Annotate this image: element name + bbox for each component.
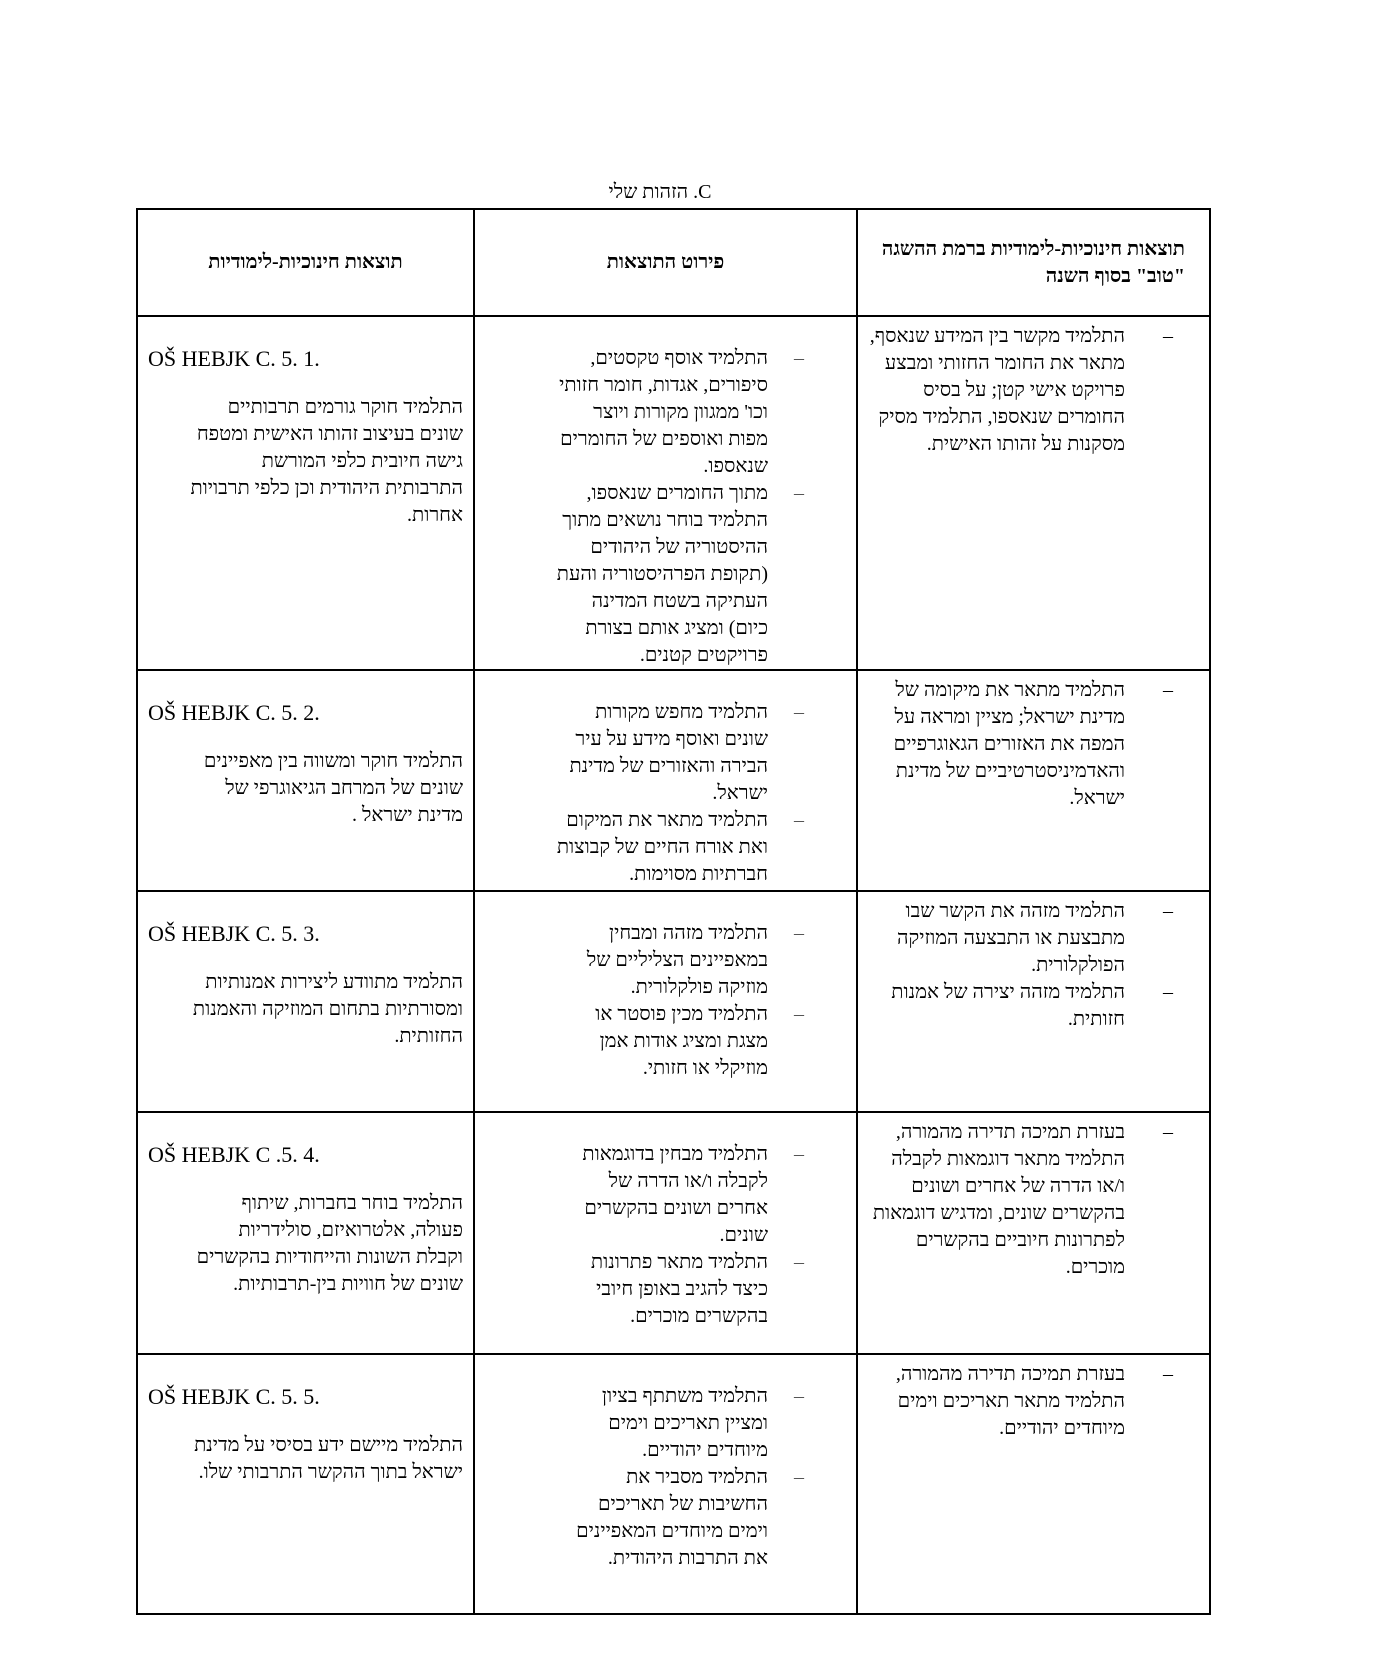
good-level-cell [857, 891, 1210, 1112]
bullet-item: – בעזרת תמיכה תדירה מהמורה, התלמיד מתאר דוגמאות לקבלה ו/או הדרה של אחרים ושונים בהקשרים שונים, ומדגיש דוגמאות לפתרונות חיוביים בהקשרים מוכרים. [868, 1119, 1203, 1281]
table-row [137, 316, 1210, 670]
bullet-item: – התלמיד מסביר את החשיבות של תאריכים וימים מיוחדים המאפיינים את התרבות היהודית. [555, 1464, 856, 1572]
outcome-text: התלמיד מתוודע ליצירות אמנותיות ומסורתיות בתחום המוזיקה והאמנות החזותית. [192, 971, 463, 1047]
outcome-text: התלמיד בוחר בחברות, שיתוף פעולה, אלטרואיזם, סולידריות וקבלת השונות והייחודיות בהקשרים שונים של חוויות בין-תרבותיות. [196, 1192, 463, 1295]
good-level-cell [857, 316, 1210, 670]
outcome-cell [137, 891, 474, 1112]
bullet-item: – התלמיד מכין פוסטר או מצגת ומציג אודות אמן מוזיקלי או חזותי. [555, 1001, 856, 1082]
outcome-text: התלמיד מיישם ידע בסיסי על מדינת ישראל בתוך ההקשר התרבותי שלו. [194, 1434, 463, 1483]
table-row [137, 1354, 1210, 1614]
table-row [137, 891, 1210, 1112]
bullet-item: – התלמיד מזהה ומבחין במאפיינים הצליליים של מוזיקה פולקלורית. [555, 920, 856, 1001]
header-details: פירוט התוצאות [474, 209, 857, 316]
details-cell [474, 1354, 857, 1614]
outcome-cell [137, 670, 474, 891]
outcome-code: OŠ HEBJK C .5. 4. [148, 1142, 320, 1167]
bullet-item: – התלמיד מתאר את מיקומה של מדינת ישראל; מציין ומראה על המפה את האזורים הגאוגרפיים והאדמיניסטרטיביים של מדינת ישראל. [868, 677, 1203, 812]
bullet-item: – התלמיד מזהה יצירה של אמנות חזותית. [868, 979, 1203, 1033]
bullet-item: – התלמיד מקשר בין המידע שנאסף, מתאר את החומר החזותי ומבצע פרויקט אישי קטן; על בסיס החומרים שנאספו, התלמיד מסיק מסקנות על זהותו האישית. [868, 323, 1203, 458]
header-outcomes: תוצאות חינוכיות-לימודיות [137, 209, 474, 316]
table-row [137, 1112, 1210, 1354]
outcome-text: התלמיד חוקר גורמים תרבותיים שונים בעיצוב זהותו האישית ומטפח גישה חיובית כלפי המורשת התרבותית היהודית וכן כלפי תרבויות אחרות. [190, 396, 463, 526]
good-level-cell [857, 1112, 1210, 1354]
bullet-item: – התלמיד מזהה את הקשר שבו מתבצעת או התבצעה המוזיקה הפולקלורית. [868, 898, 1203, 979]
outcome-cell [137, 1112, 474, 1354]
bullet-item: – התלמיד משתתף בציון ומציין תאריכים וימים מיוחדים יהודיים. [555, 1383, 856, 1464]
header-row [137, 209, 1210, 316]
details-cell [474, 316, 857, 670]
bullet-item: – התלמיד מתאר פתרונות כיצד להגיב באופן חיובי בהקשרים מוכרים. [555, 1249, 856, 1330]
bullet-item: – התלמיד מחפש מקורות שונים ואוסף מידע על עיר הבירה והאזורים של מדינת ישראל. [555, 699, 856, 807]
bullet-item: – בעזרת תמיכה תדירה מהמורה, התלמיד מתאר תאריכים וימים מיוחדים יהודיים. [868, 1361, 1203, 1442]
good-level-cell [857, 1354, 1210, 1614]
bullet-item: – התלמיד מתאר את המיקום ואת אורח החיים של קבוצות חברתיות מסוימות. [555, 807, 856, 888]
outcome-code: OŠ HEBJK C. 5. 2. [148, 700, 320, 725]
bullet-item: – התלמיד מבחין בדוגמאות לקבלה ו/או הדרה של אחרים ושונים בהקשרים שונים. [555, 1141, 856, 1249]
good-level-cell [857, 670, 1210, 891]
table-row [137, 670, 1210, 891]
outcome-code: OŠ HEBJK C. 5. 1. [148, 346, 320, 371]
bullet-item: – מתוך החומרים שנאספו, התלמיד בוחר נושאים מתוך ההיסטוריה של היהודים (תקופת הפרהיסטוריה והעת העתיקה בשטח המדינה כיום) ומציג אותם בצורת פרויקטים קטנים. [555, 480, 856, 669]
outcome-code: OŠ HEBJK C. 5. 5. [148, 1384, 320, 1409]
outcome-cell [137, 1354, 474, 1614]
details-cell [474, 891, 857, 1112]
outcome-cell [137, 316, 474, 670]
section-title: C. הזהות שלי [608, 181, 712, 203]
outcome-code: OŠ HEBJK C. 5. 3. [148, 921, 320, 946]
details-cell [474, 1112, 857, 1354]
details-cell [474, 670, 857, 891]
outcome-text: התלמיד חוקר ומשווה בין מאפיינים שונים של המרחב הגיאוגרפי של מדינת ישראל . [203, 750, 463, 826]
bullet-item: – התלמיד אוסף טקסטים, סיפורים, אגדות, חומר חזותי וכו' ממגוון מקורות ויוצר מפות ואוספים של החומרים שנאספו. [555, 345, 856, 480]
outcomes-table [136, 208, 1211, 1615]
header-good-level: תוצאות חינוכיות-לימודיות ברמת ההשגה "טוב" בסוף השנה [857, 209, 1210, 316]
